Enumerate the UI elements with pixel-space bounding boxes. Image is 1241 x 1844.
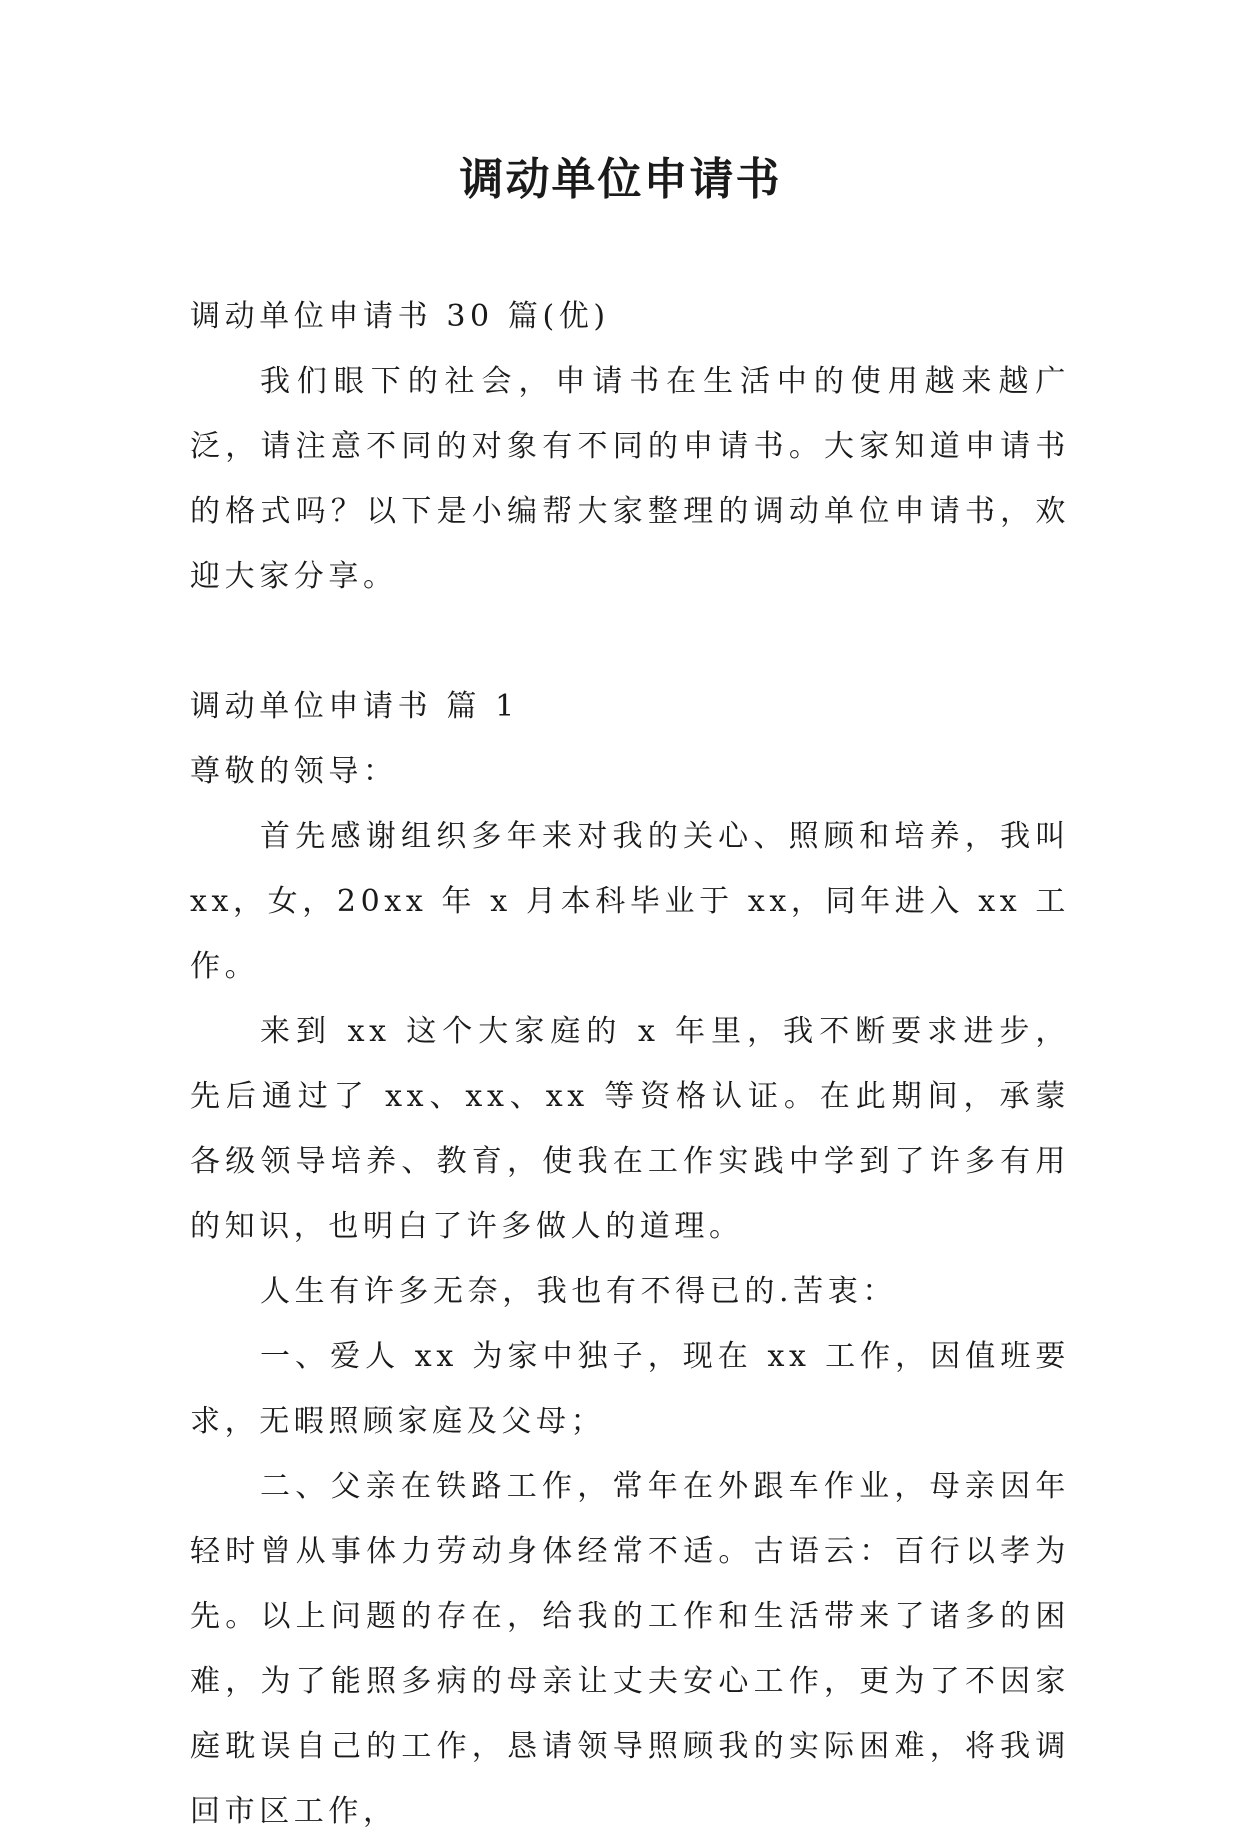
intro-paragraph: 我们眼下的社会，申请书在生活中的使用越来越广泛，请注意不同的对象有不同的申请书。大家知道申请书的格式吗？以下是小编帮大家整理的调动单位申请书，欢迎大家分享。 — [190, 364, 1070, 594]
body-paragraph: 一、爱人 xx 为家中独子，现在 xx 工作，因值班要求，无暇照顾家庭及父母； — [190, 1339, 1070, 1439]
body-paragraph: 来到 xx 这个大家庭的 x 年里，我不断要求进步，先后通过了 xx、xx、xx 等资格认证。在此期间，承蒙各级领导培养、教育，使我在工作实践中学到了许多有用的知识，也明白了许多做人的道理。 — [190, 1014, 1070, 1244]
document-subtitle: 调动单位申请书 30 篇(优) — [190, 299, 610, 334]
salutation: 尊敬的领导： — [190, 754, 398, 789]
document-body — [190, 284, 1070, 1844]
section-spacer — [190, 609, 1070, 674]
document-title: 调动单位申请书 — [459, 154, 782, 205]
body-paragraph: 二、父亲在铁路工作，常年在外跟车作业，母亲因年轻时曾从事体力劳动身体经常不适。古语云：百行以孝为先。以上问题的存在，给我的工作和生活带来了诸多的困难，为了能照多病的母亲让丈夫安心工作，更为了不因家庭耽误自己的工作，恳请领导照顾我的实际困难，将我调回市区工作， — [190, 1469, 1070, 1829]
section-heading: 调动单位申请书 篇 1 — [190, 689, 519, 724]
body-paragraph: 首先感谢组织多年来对我的关心、照顾和培养，我叫 xx，女，20xx 年 x 月本科毕业于 xx，同年进入 xx 工作。 — [190, 819, 1070, 984]
body-paragraph: 人生有许多无奈，我也有不得已的.苦衷： — [260, 1274, 897, 1309]
